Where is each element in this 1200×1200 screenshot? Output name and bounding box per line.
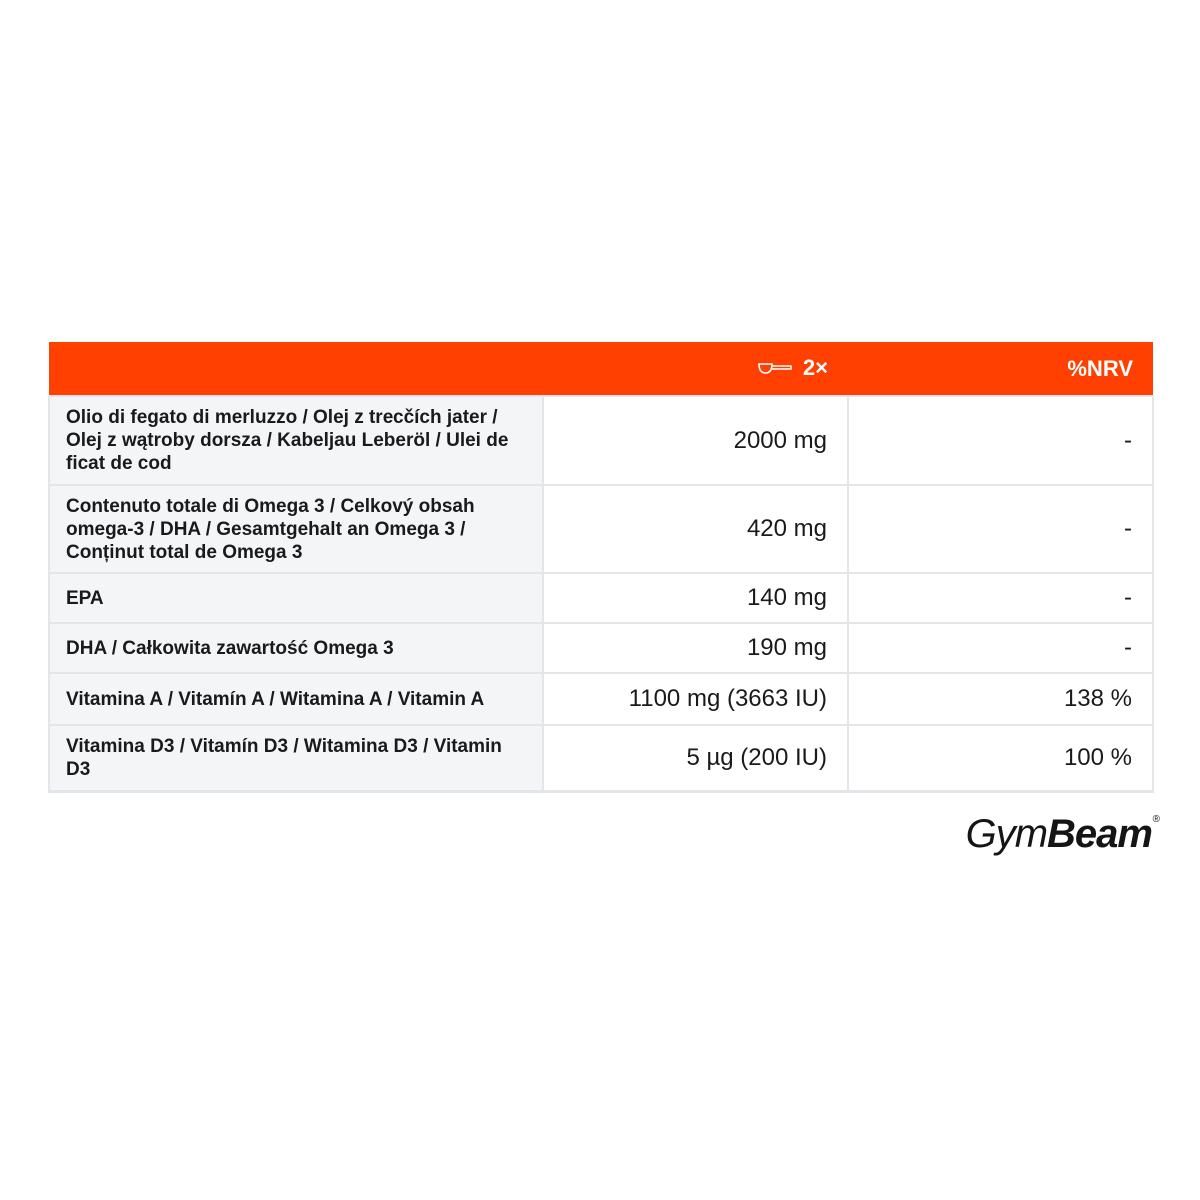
ingredient-nrv: - (848, 573, 1153, 623)
registered-mark: ® (1152, 814, 1160, 825)
ingredient-name: Vitamina A / Vitamín A / Witamina A / Vitamin A (49, 673, 543, 725)
nutrition-table-container (48, 342, 1152, 793)
gymbeam-logo (965, 812, 1160, 857)
ingredient-amount: 1100 mg (3663 IU) (543, 673, 848, 725)
ingredient-name: Contenuto totale di Omega 3 / Celkový obsah omega-3 / DHA / Gesamtgehalt an Omega 3 / Conținut total de Omega 3 (49, 485, 543, 573)
ingredient-name: Olio di fegato di merluzzo / Olej z trесčích jater / Olej z wątroby dorsza / Kabeljau Leberöl / Ulei de ficat de cod (49, 396, 543, 485)
ingredient-name: EPA (49, 573, 543, 623)
table-row (49, 673, 1153, 725)
ingredient-amount: 2000 mg (543, 396, 848, 485)
ingredient-nrv: - (848, 396, 1153, 485)
header-row (49, 342, 1153, 396)
ingredient-amount: 190 mg (543, 623, 848, 673)
table-row (49, 485, 1153, 573)
ingredient-nrv: 138 % (848, 673, 1153, 725)
ingredient-name: Vitamina D3 / Vitamín D3 / Witamina D3 / Vitamin D3 (49, 725, 543, 791)
table-row (49, 623, 1153, 673)
logo-text-beam: Beam (1047, 812, 1152, 856)
header-nrv: %NRV (1067, 355, 1133, 381)
table-header (49, 342, 1153, 396)
scoop-icon (757, 359, 793, 377)
ingredient-nrv: 100 % (848, 725, 1153, 791)
table-row (49, 725, 1153, 791)
ingredient-nrv: - (848, 485, 1153, 573)
serving-label: 2× (802, 354, 828, 380)
ingredient-amount: 5 µg (200 IU) (543, 725, 848, 791)
ingredient-amount: 420 mg (543, 485, 848, 573)
table-row (49, 396, 1153, 485)
header-serving (543, 342, 848, 396)
ingredient-nrv: - (848, 623, 1153, 673)
ingredient-name: DHA / Całkowita zawartość Omega 3 (49, 623, 543, 673)
table-row (49, 573, 1153, 623)
nutrition-table (48, 342, 1154, 793)
table-body (49, 396, 1153, 791)
logo-text-gym: Gym (965, 812, 1048, 856)
ingredient-amount: 140 mg (543, 573, 848, 623)
header-ingredient (49, 342, 543, 396)
